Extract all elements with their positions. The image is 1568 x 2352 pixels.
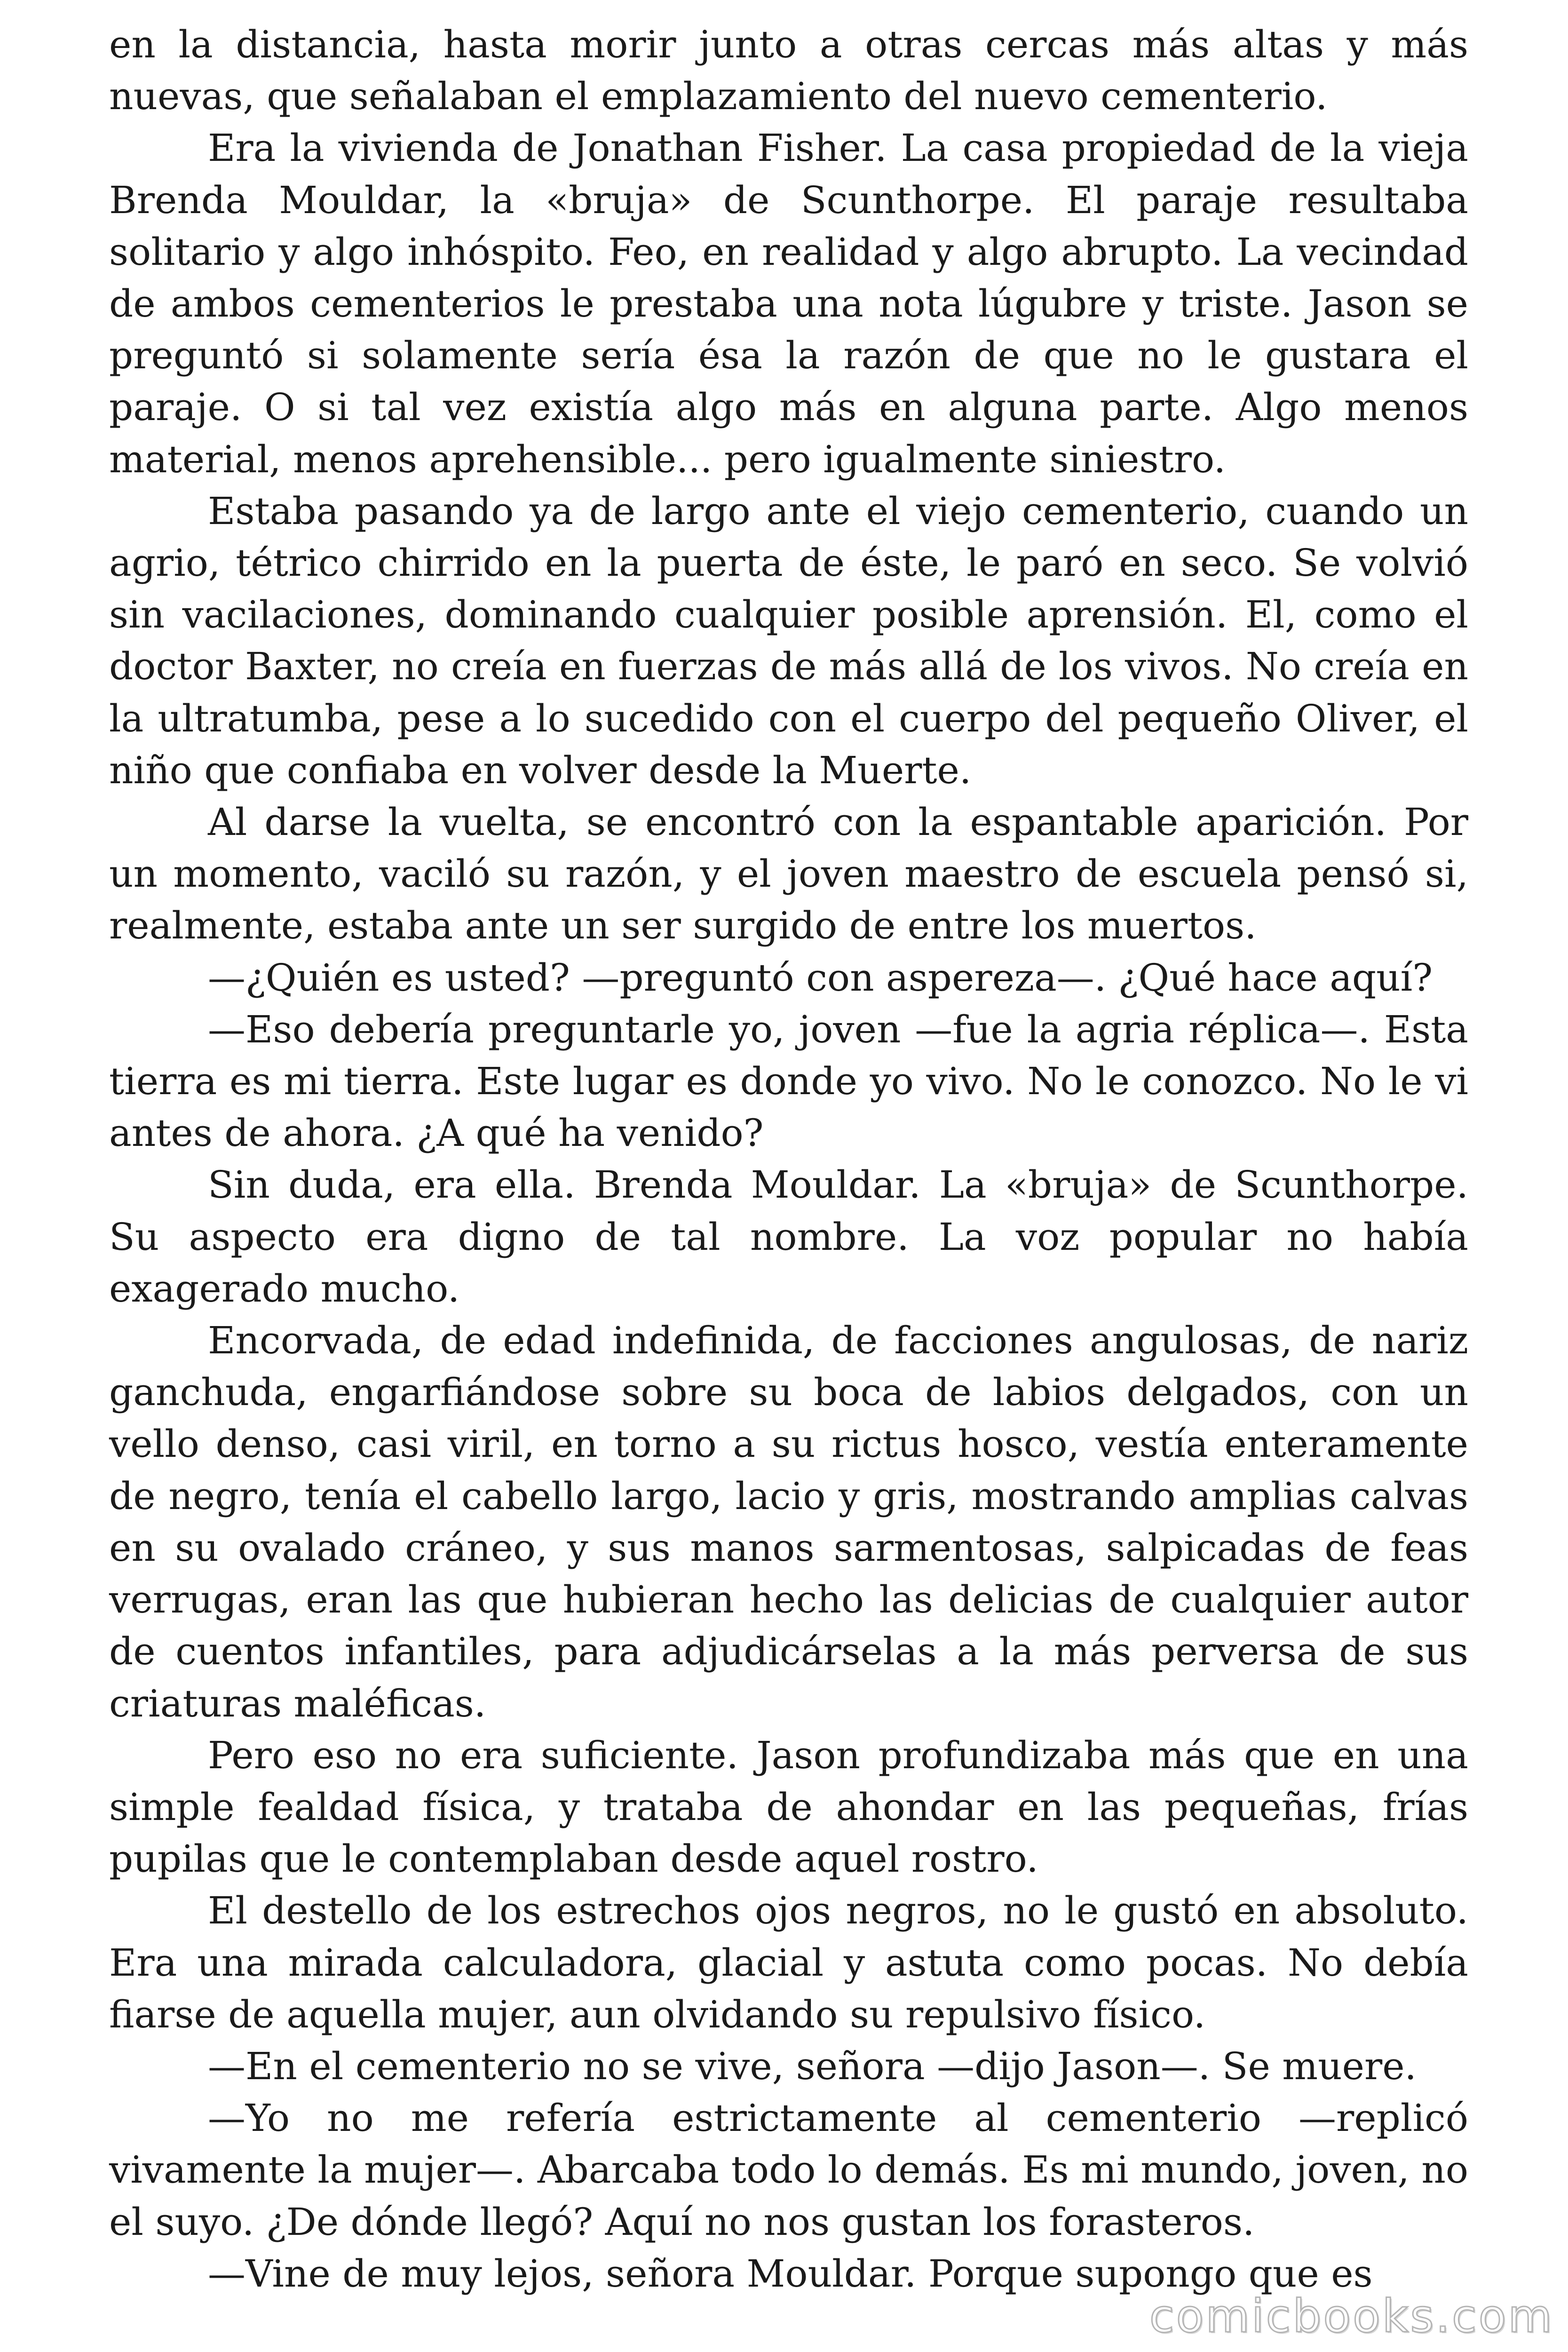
paragraph: Estaba pasando ya de largo ante el viejo cementerio, cuando un agrio, tétrico chirrido en la puerta de éste, le paró en seco. Se volvió sin vacilaciones, dominando cualquier posible aprensión. El, como el doctor Baxter, no creía en fuerzas de más allá de los vivos. No creía en la ultratumba, pese a lo sucedido con el cuerpo del pequeño Oliver, el niño que confiaba en volver desde la Muerte. (109, 489, 1468, 792)
dialogue-line: —En el cementerio no se vive, señora —dijo Jason—. Se muere. (208, 2044, 1417, 2088)
paragraph: Era la vivienda de Jonathan Fisher. La casa propiedad de la vieja Brenda Mouldar, la «bruja» de Scunthorpe. El paraje resultaba solitario y algo inhóspito. Feo, en realidad y algo abrupto. La vecindad de ambos cementerios le prestaba una nota lúgubre y triste. Jason se preguntó si solamente sería ésa la razón de que no le gustara el paraje. O si tal vez existía algo más en alguna parte. Algo menos material, menos aprehensible... pero igualmente siniestro. (109, 126, 1468, 481)
paragraph: El destello de los estrechos ojos negros, no le gustó en absoluto. Era una mirada calculadora, glacial y astuta como pocas. No debía fiarse de aquella mujer, aun olvidando su repulsivo físico. (109, 1889, 1468, 2036)
paragraph: Al darse la vuelta, se encontró con la espantable aparición. Por un momento, vaciló su razón, y el joven maestro de escuela pensó si, realmente, estaba ante un ser surgido de entre los muertos. (109, 800, 1468, 948)
dialogue-line: —Vine de muy lejos, señora Mouldar. Porque supongo que es (208, 2251, 1373, 2296)
paragraph: en la distancia, hasta morir junto a otras cercas más altas y más nuevas, que señalaban el emplazamiento del nuevo cementerio. (109, 23, 1468, 119)
dialogue-line: —¿Quién es usted? —preguntó con aspereza—. ¿Qué hace aquí? (208, 955, 1433, 1000)
dialogue-line: —Yo no me refería estrictamente al cementerio —replicó vivamente la mujer—. Abarcaba todo lo demás. Es mi mundo, joven, no el suyo. ¿De dónde llegó? Aquí no nos gustan los forasteros. (109, 2096, 1468, 2244)
watermark-logo: comicbooks.com (1149, 2290, 1554, 2343)
paragraph: Pero eso no era suficiente. Jason profundizaba más que en una simple fealdad física, y trataba de ahondar en las pequeñas, frías pupilas que le contemplaban desde aquel rostro. (109, 1733, 1468, 1881)
paragraph: Encorvada, de edad indefinida, de facciones angulosas, de nariz ganchuda, engarfiándose sobre su boca de labios delgados, con un vello denso, casi viril, en torno a su rictus hosco, vestía enteramente de negro, tenía el cabello largo, lacio y gris, mostrando amplias calvas en su ovalado cráneo, y sus manos sarmentosas, salpicadas de feas verrugas, eran las que hubieran hecho las delicias de cualquier autor de cuentos infantiles, para adjudicárselas a la más perversa de sus criaturas maléficas. (109, 1319, 1468, 1725)
page-text (109, 19, 1468, 2300)
paragraph: Sin duda, era ella. Brenda Mouldar. La «bruja» de Scunthorpe. Su aspecto era digno de tal nombre. La voz popular no había exagerado mucho. (109, 1163, 1468, 1311)
dialogue-line: —Eso debería preguntarle yo, joven —fue la agria réplica—. Esta tierra es mi tierra. Este lugar es donde yo vivo. No le conozco. No le vi antes de ahora. ¿A qué ha venido? (109, 1007, 1468, 1155)
